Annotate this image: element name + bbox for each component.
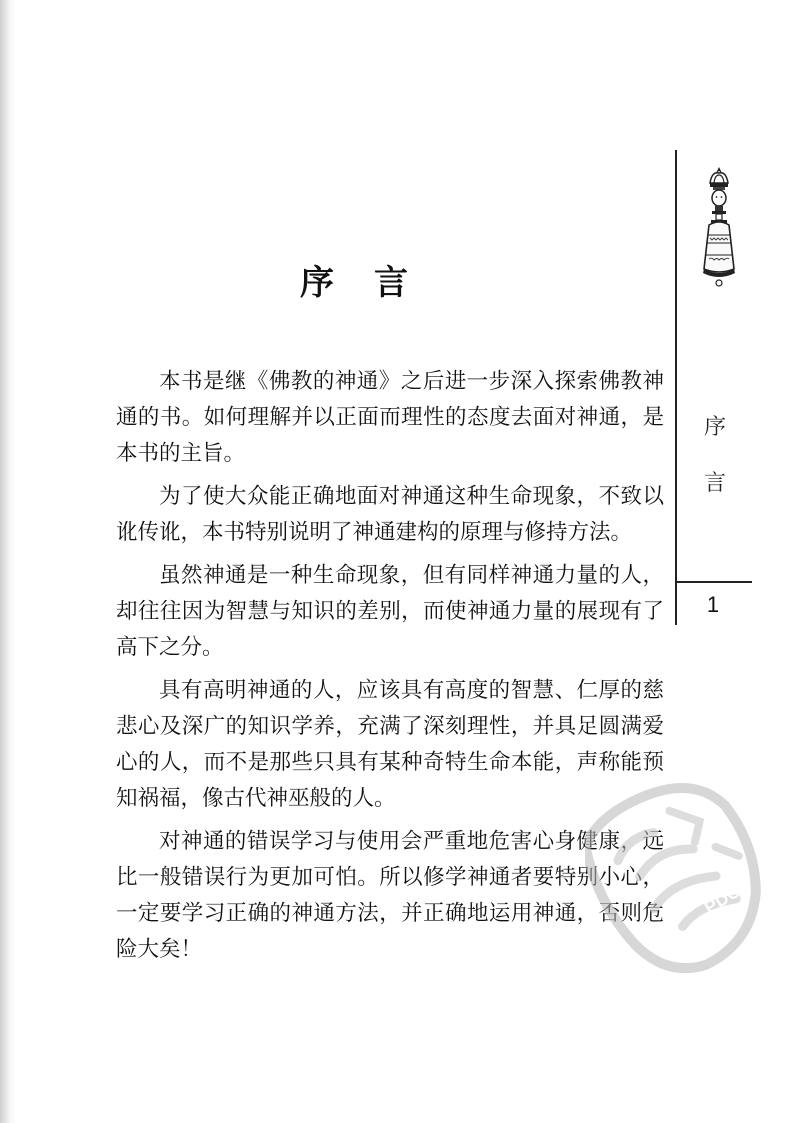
bell-icon: [692, 165, 747, 295]
running-head-char: 言: [703, 471, 726, 496]
running-head: [700, 400, 730, 512]
paragraph: 虽然神通是一种生命现象，但有同样神通力量的人，却往往因为智慧与知识的差别，而使神通力量的展现有了高下之分。: [116, 562, 664, 661]
preface-body: [116, 364, 664, 975]
paragraph: 为了使大众能正确地面对神通这种生命现象，不致以讹传讹，本书特别说明了神通建构的原理与修持方法。: [116, 483, 664, 546]
watermark-stamp: [585, 760, 775, 990]
chapter-title: 序言: [300, 263, 448, 303]
paragraph: 本书是继《佛教的神通》之后进一步深入探索佛教神通的书。如何理解并以正面而理性的态度去面对神通，是本书的主旨。: [116, 369, 664, 467]
page-number: 1: [706, 592, 720, 617]
paragraph: 具有高明神通的人，应该具有高度的智慧、仁厚的慈悲心及深广的知识学养，充满了深刻理性，并具足圆满爱心的人，而不是那些只具有某种奇特生命本能，声称能预知祸福，像古代神巫般的人。: [116, 677, 664, 812]
paragraph: 对神通的错误学习与使用会严重地危害心身健康，远比一般错误行为更加可怕。所以修学神通者要特别小心，一定要学习正确的神通方法，并正确地运用神通，否则危险大矣！: [116, 828, 664, 963]
binding-shadow: [0, 0, 16, 1123]
margin-rule-horizontal: [676, 581, 752, 583]
running-head-char: 序: [703, 415, 726, 440]
watermark-text: PDG: [700, 880, 745, 918]
margin-rule-vertical: [675, 150, 677, 625]
